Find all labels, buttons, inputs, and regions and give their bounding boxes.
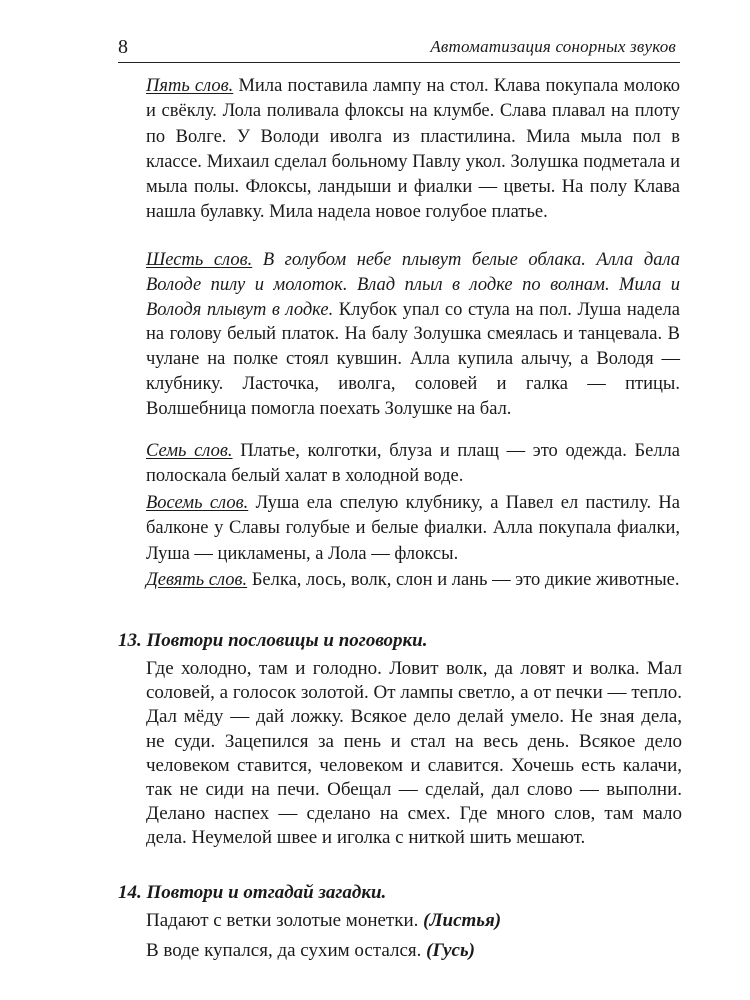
riddle-item: [146, 938, 475, 964]
label-nine-words: Девять слов.: [146, 570, 248, 590]
riddle-item: [146, 908, 501, 934]
label-eight-words: Восемь слов.: [146, 493, 249, 513]
text-five-words: Мила поставила лампу на стол. Клава покупала молоко и свёклу. Лола поливала флоксы на клумбе. Слава плавал на плоту по Волге. У Володи иволга из пластилина. Мила мыла пол в классе. Михаил сделал больному Павлу укол. Золушка подметала и мыла полы. Флоксы, ландыши и фиалки — цветы. На полу Клава нашла булавку. Мила надела новое голубое платье.: [146, 76, 680, 223]
running-header: [118, 34, 680, 63]
text-nine-words: Белка, лось, волк, слон и лань — это дикие животные.: [251, 570, 680, 590]
paragraph-six-words: [146, 248, 680, 422]
text-eight-words: Луша ела спелую клубнику, а Павел ел пастилу. На балконе у Славы голубые и белые фиалки. Алла покупала фиалки, Луша — цикламены, а Лола — флоксы.: [146, 493, 680, 564]
riddle-answer: (Гусь): [426, 940, 475, 961]
riddle-answer: (Листья): [423, 910, 502, 931]
task-13-text: Где холодно, там и голодно. Ловит волк, да ловят и волка. Мал соловей, а голосок золотой. От лампы светло, а от печки — тепло. Дал мёду — дай ложку. Всякое дело делай умело. Не зная дела, не суди. Зацепился за пень и стал на весь день. Всякое дело человеком ставится, человеком и славится. Хочешь есть калачи, так не сиди на печи. Обещал — сделай, дал слово — выполни. Делано наспех — сделано на смех. Где много слов, там мало дела. Неумелой швее и иголка с ниткой шить мешают.: [146, 658, 682, 849]
paragraph-nine-words: [146, 568, 680, 593]
task-14-heading: 14. Повтори и отгадай загадки.: [118, 882, 387, 903]
riddle-text: В воде купался, да сухим остался.: [146, 940, 422, 961]
text-six-words: Клубок упал со стула на пол. Луша надела на голову белый платок. На балу Золушка смеялась и танцевала. В чулане на полке стоял кувшин. Алла купила алычу, а Володя — клубнику. Ласточка, иволга, соловей и галка — птицы. Волшебница помогла поехать Золушке на бал.: [146, 299, 680, 419]
riddle-text: Падают с ветки золотые монетки.: [146, 910, 419, 931]
paragraph-seven-words: [146, 439, 680, 490]
text-seven-words: Платье, колготки, блуза и плащ — это одежда. Белла полоскала белый халат в холодной воде.: [146, 441, 681, 487]
paragraph-five-words: [146, 74, 680, 226]
label-seven-words: Семь слов.: [146, 441, 233, 461]
label-six-words: Шесть слов.: [146, 250, 253, 270]
paragraph-eight-words: [146, 491, 680, 567]
page-number: 8: [118, 36, 128, 58]
running-title: Автоматизация сонорных звуков: [430, 37, 676, 56]
task-13-heading: 13. Повтори пословицы и поговорки.: [118, 630, 428, 651]
italic-text-six-words: В голубом небе плывут белые облака. Алла дала Володе пилу и молоток. Влад плыл в лодке по волнам. Мила и Володя плывут в лодке.: [146, 250, 681, 320]
label-five-words: Пять слов.: [146, 76, 234, 96]
